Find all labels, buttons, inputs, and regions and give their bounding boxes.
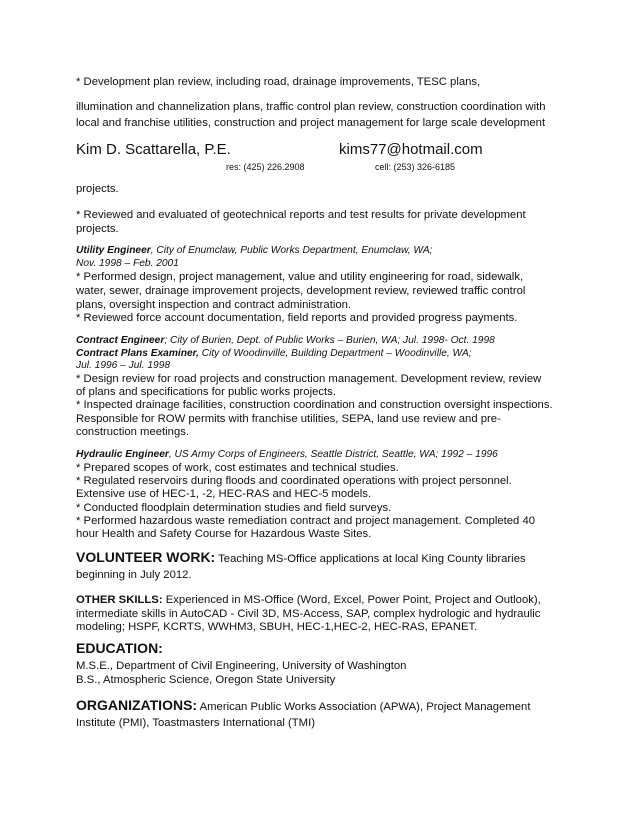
skills-heading: OTHER SKILLS:: [76, 594, 163, 606]
job-hydraulic-org: , US Army Corps of Engineers, Seattle District, Seattle, WA; 1992 – 1996: [168, 449, 498, 460]
volunteer-text: Teaching MS-Office applications at local King County libraries: [215, 553, 526, 565]
skills-line-3: modeling; HSPF, KCRTS, WWHM3, SBUH, HEC-1,HEC-2, HEC-RAS, EPANET.: [76, 621, 478, 633]
intro-line-3: local and franchise utilities, construction and project management for large scale development: [76, 117, 546, 129]
job-utility-dates: Nov. 1998 – Feb. 2001: [76, 258, 179, 269]
job-hydraulic-header: [76, 448, 498, 462]
job-contract-line-4: Responsible for ROW permits with franchise utilities, SEPA, land use review and pre-: [76, 413, 501, 425]
intro-line-2: illumination and channelization plans, traffic control plan review, construction coordination with: [76, 101, 546, 113]
organizations-heading: ORGANIZATIONS:: [76, 697, 198, 713]
job-utility-title: Utility Engineer: [76, 245, 151, 256]
job-contract-header-1: [76, 334, 495, 348]
job-utility-line-4: * Reviewed force account documentation, field reports and provided progress payments.: [76, 312, 518, 324]
job-utility-header: [76, 244, 433, 258]
job-contract-title-2: Contract Plans Examiner,: [76, 348, 199, 359]
job-contract-org-2: City of Woodinville, Building Department – Woodinville, WA;: [198, 348, 472, 359]
job-contract-line-2: of plans and specifications for public works projects.: [76, 386, 336, 398]
job-contract-title-1: Contract Engineer: [76, 335, 165, 346]
organizations-line-2: Institute (PMI), Toastmasters International (TMI): [76, 717, 315, 729]
job-utility-org: , City of Enumclaw, Public Works Department, Enumclaw, WA;: [150, 245, 433, 256]
job-utility-line-2: water, sewer, drainage improvement projects, development review, reviewed traffic control: [76, 285, 526, 297]
candidate-email: kims77@hotmail.com: [339, 141, 483, 158]
volunteer-line-1: [76, 550, 526, 566]
continued-projects: projects.: [76, 183, 119, 195]
reviewed-line-1: * Reviewed and evaluated of geotechnical reports and test results for private development: [76, 209, 526, 221]
job-hydraulic-line-3: Extensive use of HEC-1, -2, HEC-RAS and HEC-5 models.: [76, 488, 372, 500]
job-hydraulic-line-6: hour Health and Safety Course for Hazardous Waste Sites.: [76, 528, 372, 540]
candidate-name: Kim D. Scattarella, P.E.: [76, 141, 231, 158]
volunteer-heading: VOLUNTEER WORK:: [76, 549, 216, 565]
intro-line-1: * Development plan review, including road, drainage improvements, TESC plans,: [76, 76, 481, 88]
job-contract-line-5: construction meetings.: [76, 426, 190, 438]
education-line-2: B.S., Atmospheric Science, Oregon State University: [76, 674, 336, 686]
education-heading: EDUCATION:: [76, 640, 163, 656]
job-hydraulic-line-5: * Performed hazardous waste remediation contract and project management. Completed 40: [76, 515, 536, 527]
organizations-text: American Public Works Association (APWA), Project Management: [197, 701, 531, 713]
job-contract-line-1: * Design review for road projects and construction management. Development review, review: [76, 373, 542, 385]
job-hydraulic-line-4: * Conducted floodplain determination studies and field surveys.: [76, 502, 392, 514]
volunteer-line-2: beginning in July 2012.: [76, 569, 192, 581]
job-utility-line-3: plans, oversight inspection and contract administration.: [76, 299, 352, 311]
job-hydraulic-title: Hydraulic Engineer: [76, 449, 169, 460]
organizations-line-1: [76, 698, 530, 714]
job-utility-line-1: * Performed design, project management, value and utility engineering for road, sidewalk,: [76, 271, 524, 283]
phone-res: res: (425) 226.2908: [226, 162, 305, 172]
phone-cell: cell: (253) 326-6185: [375, 162, 456, 172]
skills-text: Experienced in MS-Office (Word, Excel, Power Point, Project and Outlook),: [162, 594, 541, 606]
job-hydraulic-line-1: * Prepared scopes of work, cost estimates and technical studies.: [76, 462, 399, 474]
job-contract-line-3: * Inspected drainage facilities, construction coordination and construction oversight inspections.: [76, 399, 553, 411]
skills-line-2: intermediate skills in AutoCAD - Civil 3D, MS-Access, SAP, complex hydrologic and hydraulic: [76, 608, 541, 620]
job-contract-org-1: ; City of Burien, Dept. of Public Works – Burien, WA; Jul. 1998- Oct. 1998: [164, 335, 495, 346]
skills-line-1: [76, 593, 541, 607]
job-contract-dates: Jul. 1996 – Jul. 1998: [76, 360, 171, 371]
education-line-1: M.S.E., Department of Civil Engineering, University of Washington: [76, 660, 407, 672]
reviewed-line-2: projects.: [76, 223, 119, 235]
job-hydraulic-line-2: * Regulated reservoirs during floods and coordinated operations with project personnel.: [76, 475, 512, 487]
